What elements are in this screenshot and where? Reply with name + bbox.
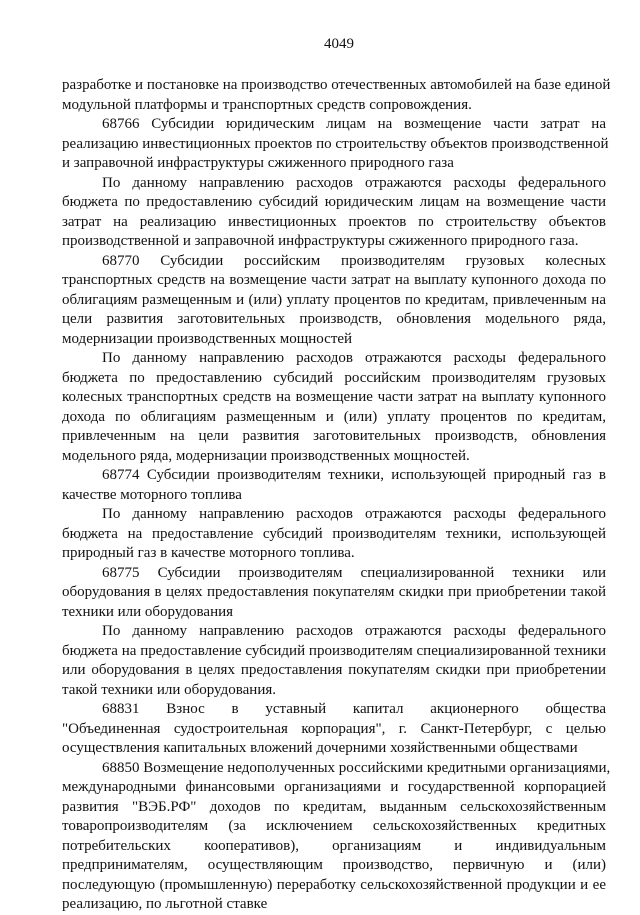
page-number: 4049: [324, 36, 354, 52]
text-line: бюджета на предоставление субсидий производителям техники, использующей: [62, 525, 606, 542]
text-line: бюджета по предоставлению субсидий российским производителям грузовых: [62, 369, 606, 386]
text-line: По данному направлению расходов отражаются расходы федерального: [102, 623, 606, 639]
text-line: международными финансовыми организациями и государственной корпорацией: [62, 779, 606, 795]
text-line: техники или оборудования: [62, 603, 234, 620]
document-body: [62, 76, 611, 915]
text-line: облигациям размещенным и (или) уплату процентов по кредитам, привлеченным на: [62, 291, 606, 308]
text-line: реализацию, по льготной ставке: [62, 896, 268, 912]
text-line: По данному направлению расходов отражаются расходы федерального: [102, 350, 606, 366]
text-line: развития "ВЭБ.РФ" доходов по кредитам, выданным сельскохозяйственным: [62, 798, 606, 815]
text-line: производственной и заправочной инфраструктуры сжиженного природного газа.: [62, 233, 579, 249]
text-line: качестве моторного топлива: [62, 486, 242, 503]
text-line: "Объединенная судостроительная корпорация", г. Санкт-Петербург, с целью: [62, 720, 606, 737]
text-line: дохода по облигациям размещенным и (или) уплату процентов по кредитам,: [62, 408, 606, 425]
text-line: природный газ в качестве моторного топлива.: [62, 545, 355, 561]
text-line: колесных транспортных средств на возмещение части затрат на выплату купонного: [62, 389, 606, 405]
document-page: [62, 0, 611, 915]
text-line: затрат на реализацию инвестиционных проектов по строительству объектов: [62, 213, 606, 230]
text-line: транспортных средств на возмещение части затрат на выплату купонного дохода по: [62, 272, 606, 288]
text-line: осуществления капитальных вложений дочерними хозяйственными обществами: [62, 740, 578, 756]
text-line: разработке и постановке на производство отечественных автомобилей на базе единой: [62, 77, 611, 93]
text-line: бюджета по предоставлению субсидий юридическим лицам на возмещение части: [62, 194, 606, 210]
text-line: бюджета на предоставление субсидий производителям специализированной техники: [62, 642, 606, 659]
text-line: 68774 Субсидии производителям техники, использующей природный газ в: [102, 467, 606, 483]
text-line: предпринимателям, осуществляющим производство, первичную и (или): [62, 857, 606, 873]
text-line: такой техники или оборудования.: [62, 681, 276, 698]
text-line: оборудования в целях предоставления покупателям скидки при приобретении такой: [62, 584, 606, 600]
text-line: 68831 Взнос в уставный капитал акционерного общества: [102, 701, 606, 717]
text-line: модельного ряда, модернизации производственных мощностей.: [62, 447, 470, 464]
text-line: 68766 Субсидии юридическим лицам на возмещение части затрат на: [102, 116, 606, 132]
text-line: 68775 Субсидии производителям специализированной техники или: [102, 564, 606, 581]
text-line: и заправочной инфраструктуры сжиженного природного газа: [62, 155, 454, 171]
text-line: 68850 Возмещение недополученных российскими кредитными организациями,: [102, 759, 611, 776]
text-line: цели развития заготовительных производств, обновления модельного ряда,: [62, 311, 606, 327]
text-line: реализацию инвестиционных проектов по строительству объектов производственной: [62, 135, 609, 152]
text-line: или оборудования в целях предоставления покупателям скидки при приобретении: [62, 662, 606, 678]
text-line: модульной платформы и транспортных средств сопровождения.: [62, 96, 472, 113]
text-line: 68770 Субсидии российским производителям грузовых колесных: [102, 252, 606, 269]
text-line: По данному направлению расходов отражаются расходы федерального: [102, 506, 606, 522]
text-line: потребительских кооперативов), организациям и индивидуальным: [62, 837, 606, 854]
text-line: товаропроизводителям (за исключением сельскохозяйственных кредитных: [62, 818, 606, 834]
text-line: привлеченным на цели развития заготовительных производств, обновления: [62, 428, 606, 444]
text-line: модернизации производственных мощностей: [62, 330, 353, 347]
text-line: последующую (промышленную) переработку сельскохозяйственной продукции и ее: [62, 876, 606, 893]
text-line: По данному направлению расходов отражаются расходы федерального: [102, 174, 606, 191]
